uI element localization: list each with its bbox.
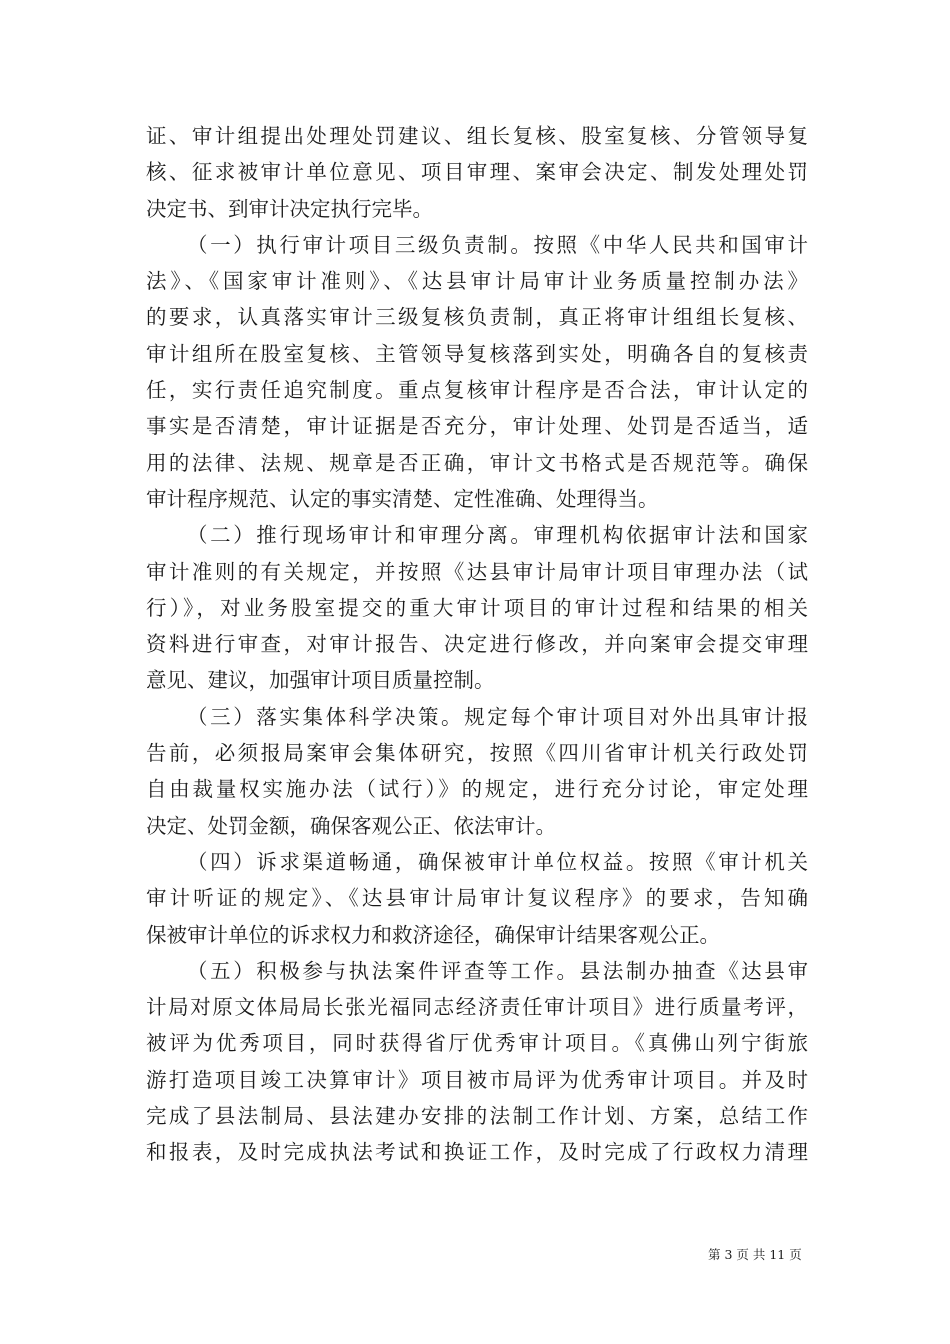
text-line: 资料进行审查，对审计报告、决定进行修改，并向案审会提交审理 [146, 632, 808, 657]
text-line: 审计听证的规定》、《达县审计局审计复议程序》的要求，告知确 [146, 886, 808, 911]
text-line: 自由裁量权实施办法（试行）》的规定，进行充分讨论，审定处理 [146, 777, 808, 802]
text-line: （二）推行现场审计和审理分离。审理机构依据审计法和国家 [187, 523, 808, 548]
text-line: 和报表，及时完成执法考试和换证工作，及时完成了行政权力清理 [146, 1140, 808, 1165]
text-line: 法》、《国家审计准则》、《达县审计局审计业务质量控制办法》 [146, 269, 808, 294]
page-number: 第 3 页 共 11 页 [708, 1247, 802, 1262]
text-line: （四）诉求渠道畅通，确保被审计单位权益。按照《审计机关 [187, 849, 808, 874]
text-line: 保被审计单位的诉求权力和救济途径，确保审计结果客观公正。 [146, 922, 720, 947]
document-body [146, 118, 808, 1171]
text-line: 意见、建议，加强审计项目质量控制。 [146, 668, 495, 693]
text-line: 游打造项目竣工决算审计》项目被市局评为优秀审计项目。并及时 [146, 1067, 808, 1092]
text-line: 审计程序规范、认定的事实清楚、定性准确、处理得当。 [146, 486, 659, 511]
text-line: 完成了县法制局、县法建办安排的法制工作计划、方案，总结工作 [146, 1104, 808, 1129]
text-line: （一）执行审计项目三级负责制。按照《中华人民共和国审计 [187, 232, 808, 257]
text-line: 事实是否清楚，审计证据是否充分，审计处理、处罚是否适当，适 [146, 414, 808, 439]
text-line: 审计准则的有关规定，并按照《达县审计局审计项目审理办法（试 [146, 559, 808, 584]
text-line: 决定书、到审计决定执行完毕。 [146, 196, 433, 221]
text-line: 告前，必须报局案审会集体研究，按照《四川省审计机关行政处罚 [146, 741, 808, 766]
text-line: （三）落实集体科学决策。规定每个审计项目对外出具审计报 [187, 704, 808, 729]
text-line: 审计组所在股室复核、主管领导复核落到实处，明确各自的复核责 [146, 341, 808, 366]
text-line: 的要求，认真落实审计三级复核负责制，真正将审计组组长复核、 [146, 305, 808, 330]
text-line: 任，实行责任追究制度。重点复核审计程序是否合法，审计认定的 [146, 378, 808, 403]
text-line: （五）积极参与执法案件评查等工作。县法制办抽查《达县审 [187, 958, 808, 983]
text-line: 行）》，对业务股室提交的重大审计项目的审计过程和结果的相关 [146, 595, 808, 620]
text-line: 被评为优秀项目，同时获得省厅优秀审计项目。《真佛山列宁街旅 [146, 1031, 808, 1056]
text-line: 核、征求被审计单位意见、项目审理、案审会决定、制发处理处罚 [146, 160, 808, 185]
text-line: 用的法律、法规、规章是否正确，审计文书格式是否规范等。确保 [146, 450, 808, 475]
text-line: 计局对原文体局局长张光福同志经济责任审计项目》进行质量考评， [146, 995, 808, 1020]
text-line: 决定、处罚金额，确保客观公正、依法审计。 [146, 813, 556, 838]
text-line: 证、审计组提出处理处罚建议、组长复核、股室复核、分管领导复 [146, 124, 808, 148]
